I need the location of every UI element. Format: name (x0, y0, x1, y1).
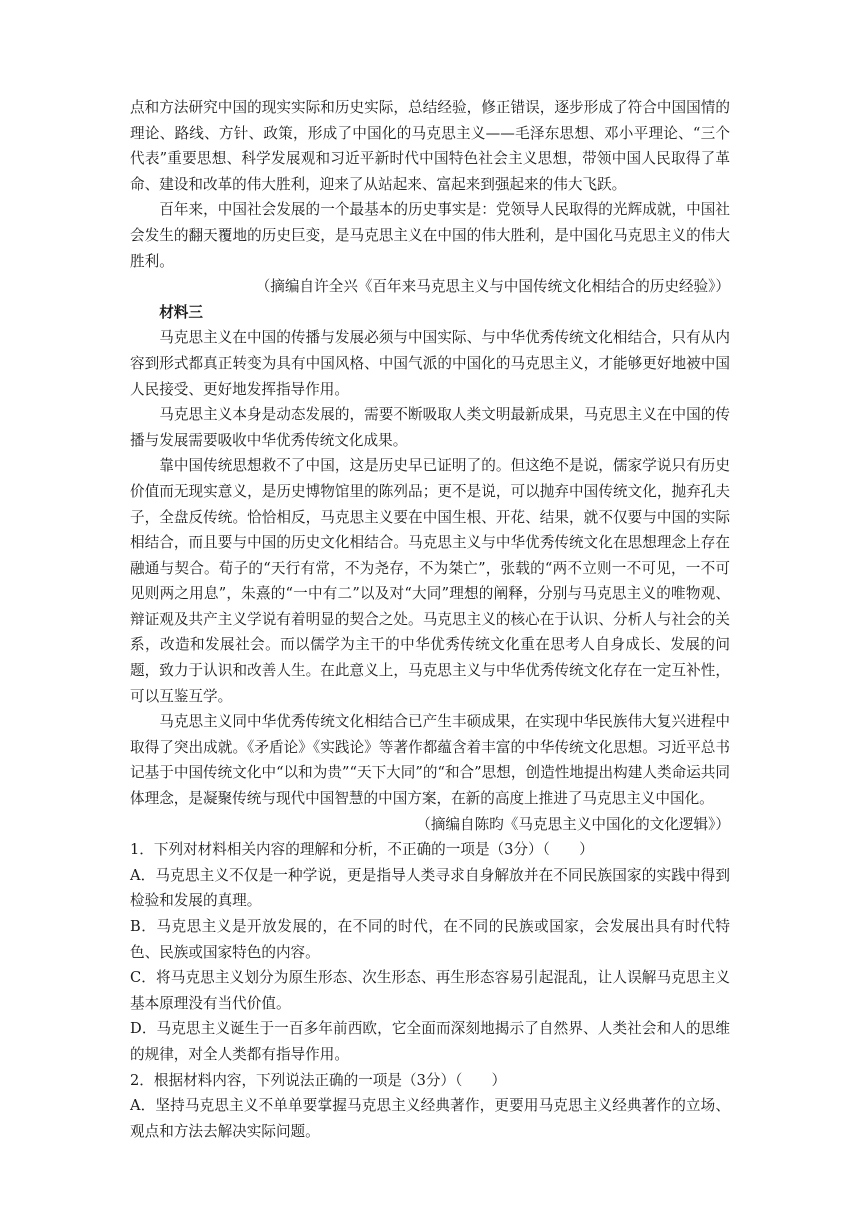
material3-paragraph-3: 靠中国传统思想救不了中国，这是历史早已证明了的。但这绝不是说，儒家学说只有历史价值而无现实意义，是历史博物馆里的陈列品；更不是说，可以抛弃中国传统文化，抛弃孔夫子，全盘反传统。恰恰相反，马克思主义要在中国生根、开花、结果，就不仅要与中国的实际相结合，而且要与中国的历史文化相结合。马克思主义与中华优秀传统文化在思想理念上存在融通与契合。荀子的“天行有常，不为尧存，不为桀亡”，张载的“两不立则一不可见，一不可见则两之用息”，朱熹的“一中有二”以及对“大同”理想的阐释，分别与马克思主义的唯物观、辩证观及共产主义学说有着明显的契合之处。马克思主义的核心在于认识、分析人与社会的关系，改造和发展社会。而以儒学为主干的中华优秀传统文化重在思考人自身成长、发展的问题，致力于认识和改善人生。在此意义上，马克思主义与中华优秀传统文化存在一定互补性，可以互鉴互学。 (130, 457, 730, 705)
document-page (130, 95, 730, 1144)
material3-source: （摘编自陈昀《马克思主义中国化的文化逻辑》） (416, 815, 730, 833)
question-1-stem: 1．下列对材料相关内容的理解和分析，不正确的一项是（3分）（ ） (130, 841, 594, 859)
question-2-option-a: A．坚持马克思主义不单单要掌握马克思主义经典著作，更要用马克思主义经典著作的立场、观点和方法去解决实际问题。 (130, 1097, 730, 1140)
question-2-stem: 2．根据材料内容，下列说法正确的一项是（3分）（ ） (130, 1071, 507, 1089)
question-1-option-a: A．马克思主义不仅是一种学说，更是指导人类寻求自身解放并在不同民族国家的实践中得到检验和发展的真理。 (130, 866, 730, 910)
material3-paragraph-2: 马克思主义本身是动态发展的，需要不断吸取人类文明最新成果，马克思主义在中国的传播与发展需要吸收中华优秀传统文化成果。 (130, 406, 730, 449)
material2-paragraph-1: 点和方法研究中国的现实实际和历史实际，总结经验，修正错误，逐步形成了符合中国国情的理论、路线、方针、政策，形成了中国化的马克思主义——毛泽东思想、邓小平理论、“三个代表”重要思想、科学发展观和习近平新时代中国特色社会主义思想，带领中国人民取得了革命、建设和改革的伟大胜利，迎来了从站起来、富起来到强起来的伟大飞跃。 (130, 99, 730, 193)
question-1-option-c: C．将马克思主义划分为原生形态、次生形态、再生形态容易引起混乱，让人误解马克思主义基本原理没有当代价值。 (130, 969, 730, 1012)
material3-paragraph-4: 马克思主义同中华优秀传统文化相结合已产生丰硕成果，在实现中华民族伟大复兴进程中取得了突出成就。《矛盾论》《实践论》等著作都蕴含着丰富的中华传统文化思想。习近平总书记基于中国传统文化中“以和为贵”“天下大同”的“和合”思想，创造性地提出构建人类命运共同体理念，是凝聚传统与现代中国智慧的中国方案，在新的高度上推进了马克思主义中国化。 (130, 713, 730, 808)
question-1-option-b: B．马克思主义是开放发展的，在不同的时代，在不同的民族或国家，会发展出具有时代特色、民族或国家特色的内容。 (130, 918, 730, 961)
question-1-option-d: D．马克思主义诞生于一百多年前西欧，它全面而深刻地揭示了自然界、人类社会和人的思维的规律，对全人类都有指导作用。 (130, 1020, 730, 1063)
material3-heading: 材料三 (159, 303, 203, 321)
material2-source: （摘编自许全兴《百年来马克思主义与中国传统文化相结合的历史经验》） (255, 278, 730, 296)
material3-paragraph-1: 马克思主义在中国的传播与发展必须与中国实际、与中华优秀传统文化相结合，只有从内容到形式都真正转变为具有中国风格、中国气派的中国化的马克思主义，才能够更好地被中国人民接受、更好地发挥指导作用。 (130, 329, 730, 398)
material2-paragraph-2: 百年来，中国社会发展的一个最基本的历史事实是：党领导人民取得的光辉成就，中国社会发生的翻天覆地的历史巨变，是马克思主义在中国的伟大胜利，是中国化马克思主义的伟大胜利。 (130, 201, 730, 270)
